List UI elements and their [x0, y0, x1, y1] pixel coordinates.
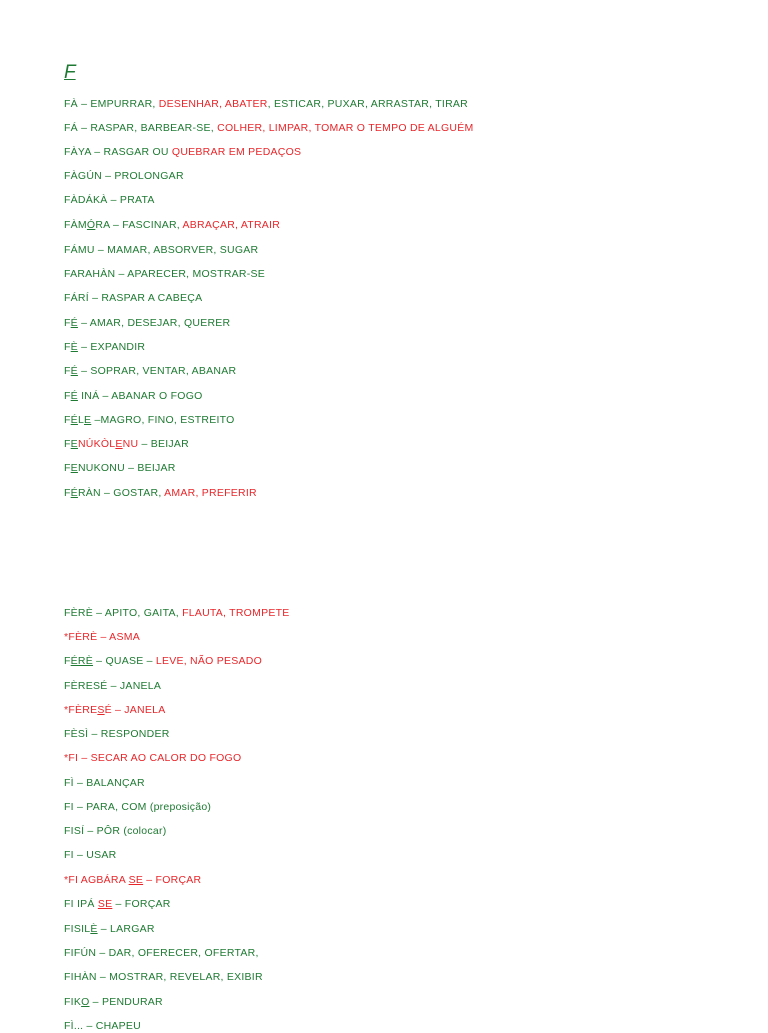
glossary-entry	[64, 922, 155, 936]
entry-text-segment: *FI – SECAR AO CALOR DO FOGO	[64, 752, 242, 764]
entry-text-segment: LEVE, NÃO PESADO	[155, 655, 262, 667]
entry-text-segment: F	[64, 341, 71, 353]
glossary-entry	[64, 316, 230, 330]
entry-text-segment: NUKONU – BEIJAR	[77, 462, 176, 474]
entry-text-segment: SE	[97, 898, 113, 910]
entry-text-segment: F	[64, 462, 71, 474]
glossary-entry	[64, 1019, 141, 1033]
entry-text-segment: FÀDÁKÀ – PRATA	[64, 194, 155, 206]
entry-text-segment: O	[81, 996, 90, 1008]
glossary-entry	[64, 291, 202, 305]
entry-text-segment: FÀ – EMPURRAR,	[64, 98, 159, 110]
entry-text-segment: È	[70, 341, 78, 353]
entry-text-segment: E	[70, 462, 78, 474]
entry-text-segment: ABRAÇAR, ATRAIR	[182, 219, 281, 231]
entry-text-segment: F	[64, 365, 71, 377]
entry-text-segment: Ó	[86, 219, 96, 231]
entry-text-segment: F	[64, 438, 71, 450]
entry-text-segment: – LARGAR	[97, 923, 155, 935]
entry-text-segment: E	[115, 438, 123, 450]
glossary-entry	[64, 145, 301, 159]
entry-text-segment: *FÈRÈ – ASMA	[64, 631, 140, 643]
glossary-entry	[64, 727, 170, 741]
entry-text-segment: FLAUTA, TROMPETE	[182, 607, 290, 619]
entry-text-segment: FÁMU – MAMAR, ABSORVER, SUGAR	[64, 244, 259, 256]
glossary-entry	[64, 679, 161, 693]
entry-text-segment: FÁRÍ – RASPAR A CABEÇA	[64, 292, 203, 304]
entry-text-segment: FIK	[64, 996, 82, 1008]
entry-text-segment: FI – PARA, COM (preposição)	[64, 801, 212, 813]
glossary-entry	[64, 873, 201, 887]
entry-text-segment: QUEBRAR EM PEDAÇOS	[171, 146, 302, 158]
entry-text-segment: ÉRÈ	[70, 655, 94, 667]
entry-text-segment: COLHER, LIMPAR, TOMAR O TEMPO DE ALGUÉM	[217, 122, 474, 134]
glossary-entry	[64, 340, 145, 354]
glossary-entry	[64, 437, 189, 451]
entry-text-segment: FÁ – RASPAR, BARBEAR-SE,	[64, 122, 218, 134]
entry-text-segment: É	[70, 414, 78, 426]
entry-text-segment: É	[70, 365, 78, 377]
glossary-entry	[64, 606, 290, 620]
entry-text-segment: FÀM	[64, 219, 87, 231]
entry-text-segment: F	[64, 655, 71, 667]
entry-text-segment: È	[90, 923, 98, 935]
entry-text-segment: – AMAR, DESEJAR, QUERER	[77, 317, 231, 329]
entry-text-segment: FIFÚN – DAR, OFERECER, OFERTAR,	[64, 947, 259, 959]
entry-text-segment: INÁ – ABANAR O FOGO	[77, 390, 203, 402]
entry-text-segment: NU	[122, 438, 139, 450]
glossary-entry	[64, 364, 236, 378]
entry-text-segment: FIHÀN – MOSTRAR, REVELAR, EXIBIR	[64, 971, 263, 983]
entry-text-segment: F	[64, 414, 71, 426]
entry-text-segment: F	[64, 390, 71, 402]
glossary-entry	[64, 776, 145, 790]
entry-text-segment: RÀN – GOSTAR,	[77, 487, 165, 499]
entry-text-segment: NÚKÒL	[77, 438, 116, 450]
entry-text-segment: É – JANELA	[104, 704, 166, 716]
glossary-entry	[64, 995, 163, 1009]
glossary-entry	[64, 654, 262, 668]
entry-text-segment: – FORÇAR	[143, 874, 202, 886]
glossary-entry	[64, 267, 265, 281]
entry-text-segment: FÀGÚN – PROLONGAR	[64, 170, 184, 182]
entry-text-segment: FÌ – BALANÇAR	[64, 777, 145, 789]
entry-text-segment: FARAHÀN – APARECER, MOSTRAR-SE	[64, 268, 266, 280]
glossary-entry	[64, 630, 140, 644]
entry-text-segment: – QUASE –	[93, 655, 156, 667]
glossary-entry	[64, 169, 184, 183]
glossary-entry	[64, 97, 468, 111]
glossary-entry	[64, 703, 165, 717]
entry-text-segment: FI IPÁ	[64, 898, 98, 910]
entry-text-segment: F	[64, 317, 71, 329]
entry-text-segment: E	[84, 414, 92, 426]
glossary-entry	[64, 461, 176, 475]
entry-text-segment: *FI AGBÁRA	[64, 874, 129, 886]
entry-text-segment: É	[70, 390, 78, 402]
glossary-entry	[64, 751, 241, 765]
section-letter-heading: F	[64, 62, 76, 83]
entry-text-segment: FISIL	[64, 923, 91, 935]
entry-text-segment: FISÍ – PÔR (colocar)	[64, 825, 167, 837]
entry-text-segment: – SOPRAR, VENTAR, ABANAR	[77, 365, 237, 377]
entry-text-segment: FÀYA – RASGAR OU	[64, 146, 172, 158]
glossary-entry	[64, 800, 211, 814]
glossary-entry	[64, 243, 258, 257]
entry-text-segment: FÈSÌ – RESPONDER	[64, 728, 170, 740]
entry-text-segment: – EXPANDIR	[77, 341, 146, 353]
entry-text-segment: AMAR, PREFERIR	[164, 487, 257, 499]
entry-text-segment: L	[77, 414, 85, 426]
glossary-entry	[64, 848, 116, 862]
entry-text-segment: FI – USAR	[64, 849, 117, 861]
entry-text-segment: , ESTICAR, PUXAR, ARRASTAR, TIRAR	[267, 98, 469, 110]
glossary-entry	[64, 970, 263, 984]
glossary-entry	[64, 218, 280, 232]
entry-text-segment: RA – FASCINAR,	[95, 219, 183, 231]
entry-text-segment: SE	[128, 874, 144, 886]
entry-text-segment: DESENHAR, ABATER	[158, 98, 268, 110]
entry-text-segment: *FÈRE	[64, 704, 98, 716]
entry-text-segment: –MAGRO, FINO, ESTREITO	[91, 414, 235, 426]
glossary-entry	[64, 389, 203, 403]
glossary-entry	[64, 946, 259, 960]
glossary-entry	[64, 121, 473, 135]
entry-text-segment: FÌ... – CHAPEU	[64, 1020, 142, 1032]
glossary-entry	[64, 193, 155, 207]
entry-text-segment: – FORÇAR	[112, 898, 171, 910]
entry-text-segment: FÈRESÉ – JANELA	[64, 680, 162, 692]
glossary-entry	[64, 824, 166, 838]
entry-text-segment: – PENDURAR	[89, 996, 163, 1008]
entry-text-segment: FÈRÈ – APITO, GAITA,	[64, 607, 183, 619]
entry-text-segment: E	[70, 438, 78, 450]
glossary-entry	[64, 486, 257, 500]
entry-text-segment: É	[70, 487, 78, 499]
glossary-entry	[64, 413, 235, 427]
entry-text-segment: – BEIJAR	[138, 438, 189, 450]
entry-text-segment: F	[64, 487, 71, 499]
glossary-entry	[64, 897, 171, 911]
entry-text-segment: S	[97, 704, 105, 716]
entry-text-segment: É	[70, 317, 78, 329]
